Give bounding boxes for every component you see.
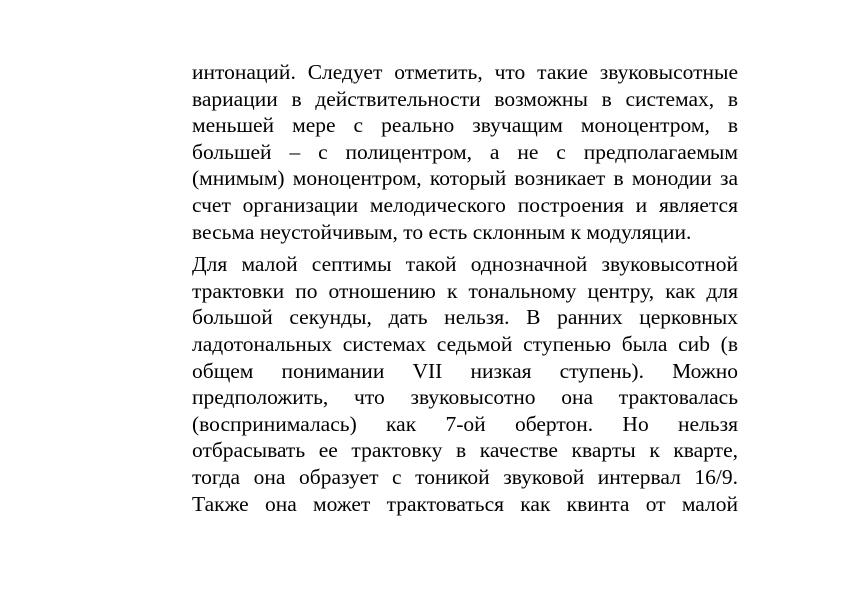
text-line: большой секунды, дать нельзя. В ранних церковных [192,305,738,330]
text-line: вариации в действительности возможны в системах, в [192,86,738,111]
paragraph-2 [192,251,738,517]
text-line: (мнимым) моноцентром, который возникает в монодии за [192,166,738,191]
text-line: предположить, что звуковысотно она трактовалась [192,385,738,410]
paragraph-1 [192,59,738,245]
text-line: большей – с полицентром, а не с предполагаемым [192,139,738,164]
text-line: общем понимании VII низкая ступень). Можно [192,358,738,383]
text-line: (воспринималась) как 7-ой обертон. Но нельзя [192,411,738,436]
text-line: тогда она образует с тоникой звуковой интервал 16/9. [192,464,738,489]
text-line: трактовки по отношению к тональному центру, как для [192,278,738,303]
text-line: отбрасывать ее трактовку в качестве кварты к кварте, [192,438,738,463]
text-line: счет организации мелодического построения и является [192,192,738,217]
text-line: интонаций. Следует отметить, что такие звуковысотные [192,60,738,84]
body-text [192,59,738,517]
text-line: Для малой септимы такой однозначной звуковысотной [192,252,738,277]
text-line: ладотональных системах седьмой ступенью была сиb (в [192,331,738,356]
text-line: весьма неустойчивым, то есть склонным к модуляции. [192,219,692,244]
text-line: Также она может трактоваться как квинта от малой [192,491,738,516]
text-line: меньшей мере с реально звучащим моноцентром, в [192,113,738,138]
